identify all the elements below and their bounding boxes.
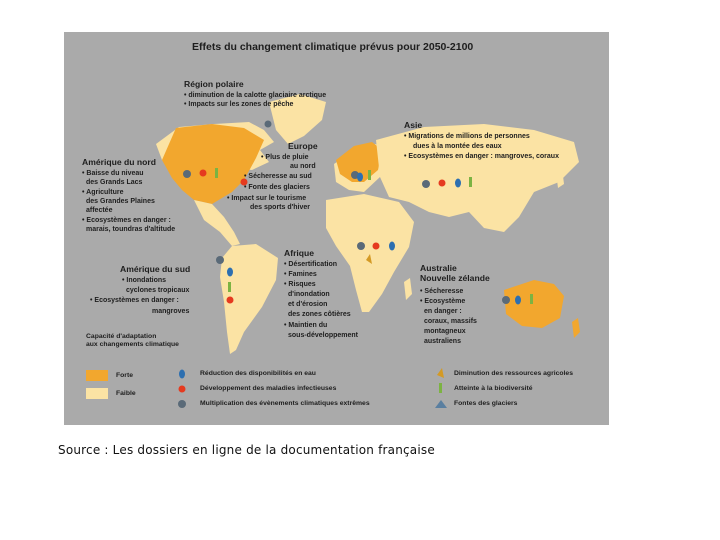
storm-cloud-icon (422, 180, 430, 188)
africa-line-1: • Désertification (284, 261, 338, 268)
water-drop-icon (357, 173, 363, 182)
virus-icon (200, 170, 207, 177)
polar-region-name: Région polaire (184, 79, 244, 89)
africa-line-8: sous-développement (288, 332, 359, 339)
north-america-line-6: • Ecosystèmes en danger : (82, 217, 171, 224)
africa-line-5: et d'érosion (288, 301, 328, 308)
central-america-landmass (194, 200, 240, 246)
storm-cloud-icon (216, 256, 224, 264)
australia-landmass (504, 280, 564, 328)
madagascar-landmass (404, 278, 412, 300)
biodiversity-plant-icon (368, 170, 371, 180)
europe-line-2: au nord (290, 163, 316, 170)
legend-forte-swatch (86, 370, 108, 381)
oceania-line-3: en danger : (424, 308, 462, 315)
north-america-line-5: affectée (86, 207, 113, 214)
virus-icon (439, 180, 446, 187)
legend-faible-label: Faible (116, 390, 136, 397)
biodiversity-plant-icon (228, 282, 231, 292)
legend-glaciers-label: Fontes des glaciers (454, 400, 518, 407)
south-america-line-3: • Ecosystèmes en danger : (90, 297, 179, 304)
europe-line-4: • Fonte des glaciers (244, 184, 310, 191)
biodiversity-plant-icon (469, 177, 472, 187)
south-america-line-1: • Inondations (122, 277, 167, 284)
europe-name: Europe (288, 141, 318, 151)
water-drop-icon (389, 242, 395, 251)
polar-line-1: • diminution de la calotte glaciaire arctique (184, 92, 327, 99)
south-america-line-4: mangroves (152, 308, 190, 315)
north-america-line-2: des Grands Lacs (86, 179, 143, 186)
asia-line-3: • Ecosystèmes en danger : mangroves, coraux (404, 153, 559, 160)
storm-cloud-icon (183, 170, 191, 178)
source-caption: Source : Les dossiers en ligne de la documentation française (58, 443, 435, 457)
biodiversity-plant-icon (215, 168, 218, 178)
water-drop-icon (179, 370, 185, 379)
legend-biodiversity-label: Atteinte à la biodiversité (454, 385, 533, 392)
oceania-line-6: australiens (424, 338, 461, 345)
map-title: Effets du changement climatique prévus pour 2050-2100 (192, 41, 474, 53)
oceania-name: Australie Nouvelle zélande (420, 263, 490, 283)
new-zealand-landmass (572, 318, 580, 338)
africa-name: Afrique (284, 248, 315, 258)
north-america-line-7: marais, toundras d'altitude (86, 226, 176, 233)
water-drop-icon (455, 179, 461, 188)
water-drop-icon (227, 268, 233, 277)
europe-line-6: des sports d'hiver (250, 204, 311, 211)
oceania-line-5: montagneux (424, 328, 466, 335)
africa-line-6: des zones côtières (288, 311, 351, 318)
europe-line-1: • Plus de pluie (261, 154, 309, 161)
europe-line-5: • Impact sur le tourisme (227, 195, 307, 202)
storm-cloud-icon (502, 296, 510, 304)
storm-cloud-icon (357, 242, 365, 250)
polar-line-2: • Impacts sur les zones de pêche (184, 101, 294, 108)
storm-cloud-icon (265, 121, 272, 128)
biodiversity-plant-icon (530, 294, 533, 304)
oceania-line-4: coraux, massifs (424, 318, 477, 325)
legend-agriculture-label: Diminution des ressources agricoles (454, 370, 573, 377)
oceania-line-2: • Ecosystème (420, 298, 466, 305)
africa-landmass (326, 194, 414, 312)
oceania-line-1: • Sécheresse (420, 288, 464, 295)
africa-line-3: • Risques (284, 281, 316, 288)
wheat-icon (437, 368, 444, 378)
africa-line-2: • Famines (284, 271, 317, 278)
storm-cloud-icon (178, 400, 186, 408)
asia-line-1: • Migrations de millions de personnes (404, 133, 530, 140)
virus-icon (227, 297, 234, 304)
north-america-line-1: • Baisse du niveau (82, 170, 144, 177)
water-drop-icon (515, 296, 521, 305)
legend-disease-label: Développement des maladies infectieuses (200, 385, 337, 392)
north-america-line-3: • Agriculture (82, 189, 124, 196)
asia-name: Asie (404, 120, 423, 130)
climate-map-panel (64, 32, 609, 425)
south-america-name: Amérique du sud (120, 264, 191, 274)
africa-line-4: d'inondation (288, 291, 330, 298)
biodiversity-plant-icon (439, 383, 442, 393)
north-america-line-4: des Grandes Plaines (86, 198, 155, 205)
legend-capacity-title: Capacité d'adaptation aux changements climatique (86, 333, 179, 348)
africa-line-7: • Maintien du (284, 322, 328, 329)
legend-extreme-events-label: Multiplication des évènements climatiques extrêmes (200, 400, 370, 407)
north-america-name: Amérique du nord (82, 157, 157, 167)
south-america-line-2: cyclones tropicaux (126, 287, 190, 294)
europe-line-3: • Sécheresse au sud (244, 173, 312, 180)
north-america-forte-landmass (162, 124, 264, 204)
virus-icon (179, 386, 186, 393)
virus-icon (373, 243, 380, 250)
legend-water-label: Réduction des disponibilités en eau (200, 370, 316, 377)
asia-line-2: dues à la montée des eaux (413, 143, 502, 150)
legend-forte-label: Forte (116, 372, 133, 379)
glacier-icon (435, 400, 447, 408)
legend-faible-swatch (86, 388, 108, 399)
